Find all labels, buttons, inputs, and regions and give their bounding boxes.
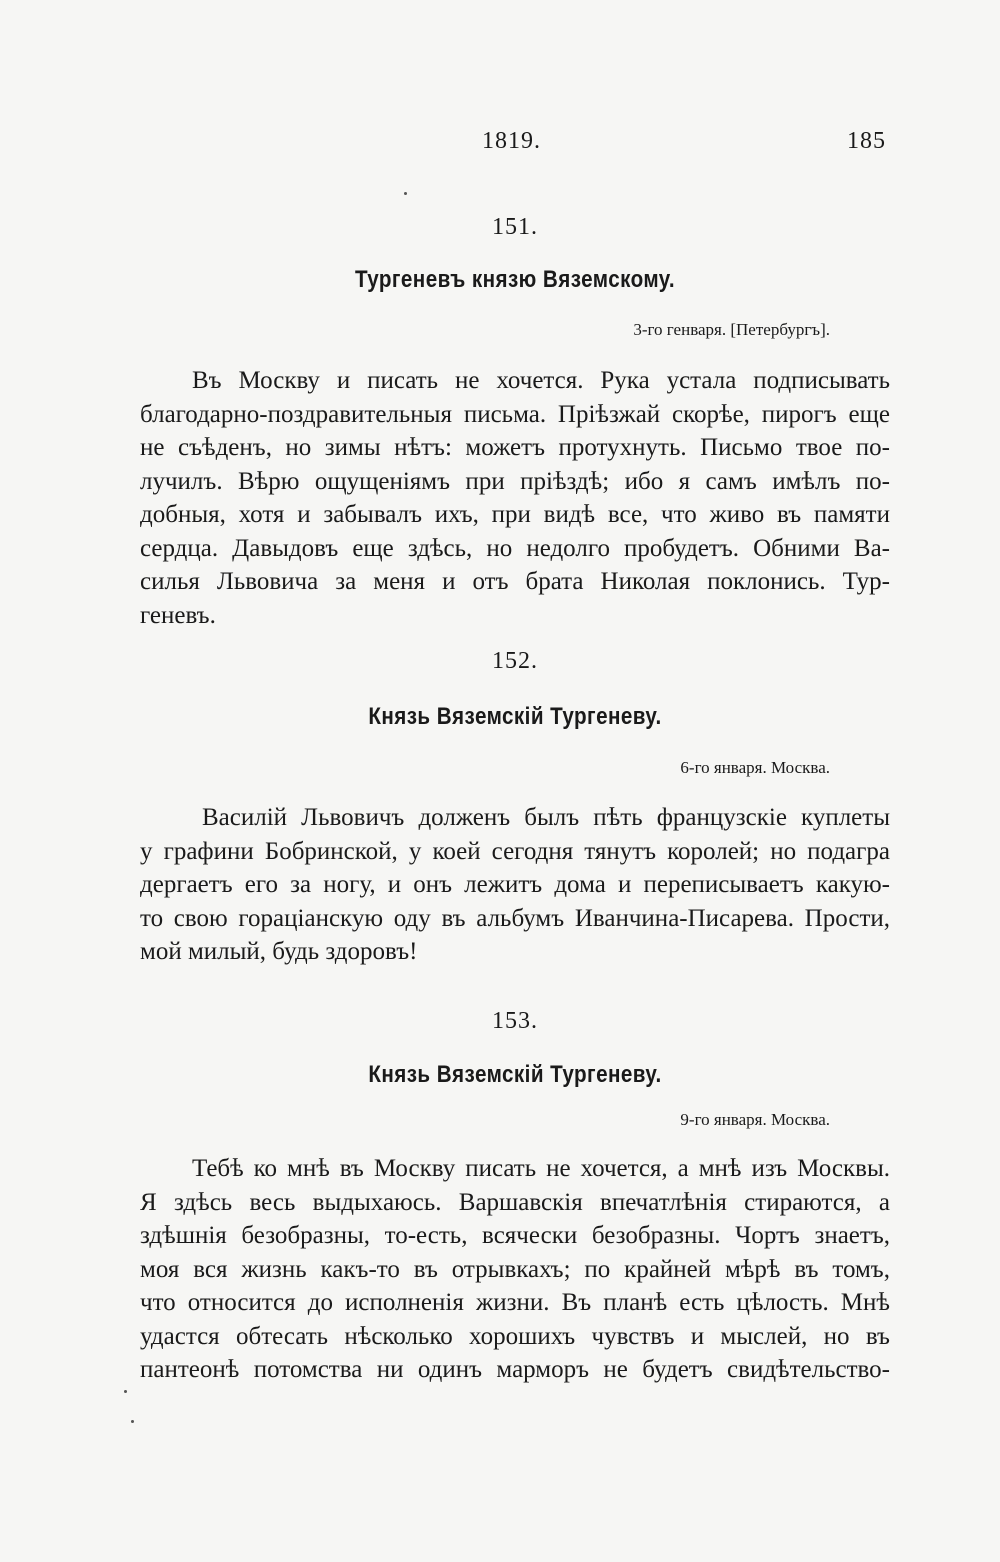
letter-title: Князь Вяземскій Тургеневу.: [368, 1061, 662, 1088]
letter-title: Князь Вяземскій Тургеневу.: [368, 703, 662, 730]
letter-number: 153.: [492, 1008, 538, 1034]
text-line: мой милый, будь здоровъ!: [140, 938, 418, 965]
text-line: что относится до исполненія жизни. Въ планѣ есть цѣлость. Мнѣ: [140, 1289, 890, 1316]
text-line: удастся обтесать нѣсколько хорошихъ чувствъ и мыслей, но въ: [140, 1322, 890, 1350]
text-line: здѣшнія безобразны, то-есть, всячески безобразны. Чортъ знаетъ,: [140, 1222, 890, 1249]
scan-speck: [131, 1420, 134, 1423]
page-number: 185: [847, 128, 886, 154]
text-line: лучилъ. Вѣрю ощущеніямъ при пріѣздѣ; ибо я самъ имѣлъ по-: [140, 467, 890, 495]
text-line: силья Львовича за меня и отъ брата Николая поклонись. Тур-: [140, 568, 890, 595]
letter-number: 151.: [492, 214, 538, 240]
letter-number: 152.: [492, 648, 538, 674]
text-line: у графини Бобринской, у коей сегодня тянутъ королей; но подагра: [140, 837, 890, 865]
text-line: Тебѣ ко мнѣ въ Москву писать не хочется, а мнѣ изъ Москвы.: [192, 1155, 890, 1182]
letter-title: Тургеневъ князю Вяземскому.: [354, 266, 676, 293]
letter-body: [140, 364, 890, 632]
text-line: сердца. Давыдовъ еще здѣсь, но недолго пробудетъ. Обними Ва-: [140, 534, 890, 562]
text-line: благодарно-поздравительныя письма. Пріѣзжай скорѣе, пирогъ еще: [140, 400, 890, 428]
text-line: моя вся жизнь какъ-то въ отрывкахъ; по крайней мѣрѣ въ томъ,: [140, 1255, 890, 1283]
text-line: не съѣденъ, но зимы нѣтъ: можетъ протухнуть. Письмо твое по-: [140, 434, 890, 461]
text-line: пантеонѣ потомства ни одинъ марморъ не будетъ свидѣтельство-: [140, 1356, 890, 1383]
letter-date: 6-го января. Москва.: [680, 758, 830, 777]
text-line: Въ Москву и писать не хочется. Рука устала подписывать: [192, 367, 890, 394]
letter-date: 3-го генваря. [Петербургъ].: [633, 320, 830, 339]
letter-body: [140, 1152, 890, 1387]
running-head: [140, 128, 890, 162]
text-line: дергаетъ его за ногу, и онъ лежитъ дома и переписываетъ какую-: [140, 871, 890, 898]
letter-date: 9-го января. Москва.: [680, 1110, 830, 1129]
text-line: геневъ.: [140, 601, 216, 629]
letter-body: [140, 801, 890, 969]
text-line: добныя, хотя и забывалъ ихъ, при видѣ все, что живо въ памяти: [140, 501, 890, 528]
text-line: то свою гораціанскую оду въ альбумъ Иванчина-Писарева. Прости,: [140, 904, 890, 932]
running-head-year: 1819.: [482, 128, 541, 154]
scan-speck: [124, 1390, 127, 1393]
text-line: Я здѣсь весь выдыхаюсь. Варшавскія впечатлѣнія стираются, а: [140, 1188, 890, 1216]
text-line: Василій Львовичъ долженъ былъ пѣть французскіе куплеты: [202, 804, 890, 831]
scan-speck: [404, 192, 407, 195]
